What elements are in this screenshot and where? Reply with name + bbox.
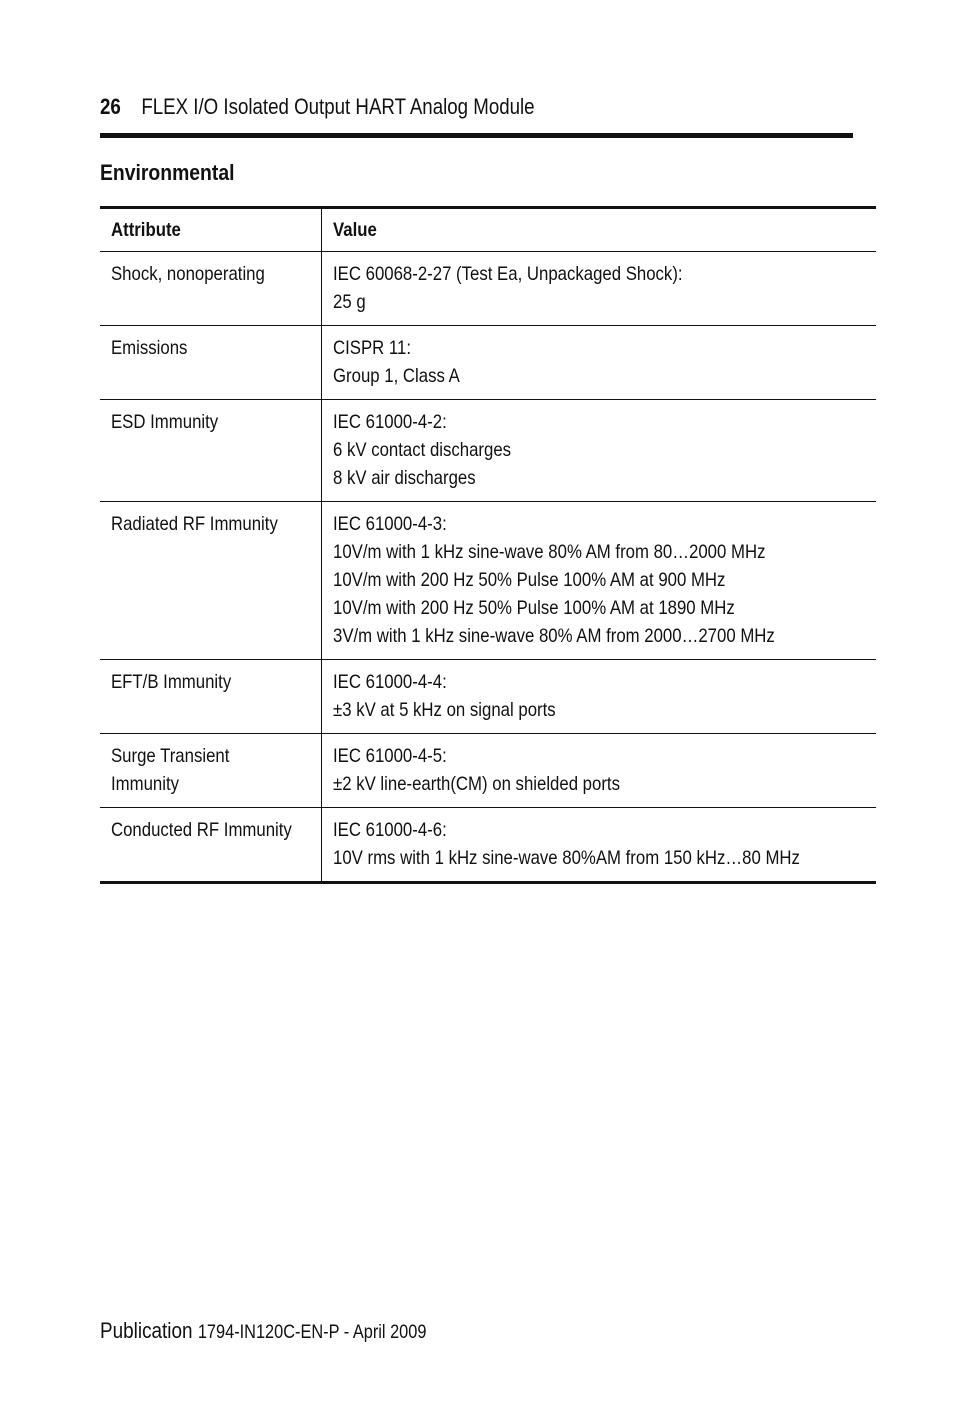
attribute-cell [100, 252, 322, 326]
value-cell [322, 400, 876, 502]
value-text: 8 kV air discharges [333, 467, 476, 489]
value-text: 10V/m with 200 Hz 50% Pulse 100% AM at 900 MHz [333, 569, 726, 591]
table-body [100, 252, 876, 883]
page-number: 26 [100, 94, 121, 119]
value-cell [322, 734, 876, 808]
header-title: FLEX I/O Isolated Output HART Analog Module [141, 94, 535, 119]
value-text: IEC 61000-4-6: [333, 819, 447, 841]
page-header [100, 94, 535, 120]
publication-code: 1794-IN120C-EN-P - April 2009 [197, 1322, 427, 1343]
environmental-table [100, 206, 876, 884]
value-text: Group 1, Class A [333, 365, 461, 387]
value-cell [322, 252, 876, 326]
attribute-text: Surge Transient [111, 745, 230, 767]
value-text: 25 g [333, 291, 366, 313]
attribute-text: EFT/B Immunity [111, 671, 232, 693]
value-text: ±2 kV line-earth(CM) on shielded ports [333, 773, 621, 795]
value-cell [322, 660, 876, 734]
value-text: 10V/m with 200 Hz 50% Pulse 100% AM at 1890 MHz [333, 597, 736, 619]
value-cell [322, 502, 876, 660]
attribute-cell [100, 808, 322, 883]
attribute-text: Shock, nonoperating [111, 263, 265, 285]
header-rule [100, 133, 853, 138]
value-text: IEC 60068-2-27 (Test Ea, Unpackaged Shock): [333, 263, 683, 285]
value-cell [322, 808, 876, 883]
value-text: 3V/m with 1 kHz sine-wave 80% AM from 2000…2700 MHz [333, 625, 776, 647]
table-row [100, 808, 876, 883]
value-text: 6 kV contact discharges [333, 439, 512, 461]
value-cell [322, 326, 876, 400]
value-text: ±3 kV at 5 kHz on signal ports [333, 699, 556, 721]
column-header-attribute: Attribute [100, 208, 322, 252]
attribute-cell [100, 660, 322, 734]
attribute-text: Radiated RF Immunity [111, 513, 278, 535]
value-text: IEC 61000-4-4: [333, 671, 447, 693]
attribute-text: Conducted RF Immunity [111, 819, 292, 841]
value-text: 10V rms with 1 kHz sine-wave 80%AM from 150 kHz…80 MHz [333, 847, 801, 869]
table-row [100, 502, 876, 660]
table-header-row [100, 208, 876, 252]
attribute-cell [100, 400, 322, 502]
value-text: IEC 61000-4-2: [333, 411, 447, 433]
table-row [100, 734, 876, 808]
attribute-text: Emissions [111, 337, 188, 359]
value-text: CISPR 11: [333, 337, 412, 359]
column-header-value: Value [333, 218, 378, 241]
table-row [100, 660, 876, 734]
table-row [100, 252, 876, 326]
publication-footer [100, 1318, 426, 1344]
attribute-cell [100, 326, 322, 400]
footer-label: Publication [100, 1318, 193, 1343]
attribute-text: ESD Immunity [111, 411, 219, 433]
table-row [100, 326, 876, 400]
section-title: Environmental [100, 160, 235, 185]
attribute-text: Immunity [111, 773, 180, 795]
value-text: IEC 61000-4-5: [333, 745, 447, 767]
attribute-cell [100, 734, 322, 808]
value-text: IEC 61000-4-3: [333, 513, 447, 535]
attribute-cell [100, 502, 322, 660]
value-text: 10V/m with 1 kHz sine-wave 80% AM from 80…2000 MHz [333, 541, 766, 563]
table-row [100, 400, 876, 502]
